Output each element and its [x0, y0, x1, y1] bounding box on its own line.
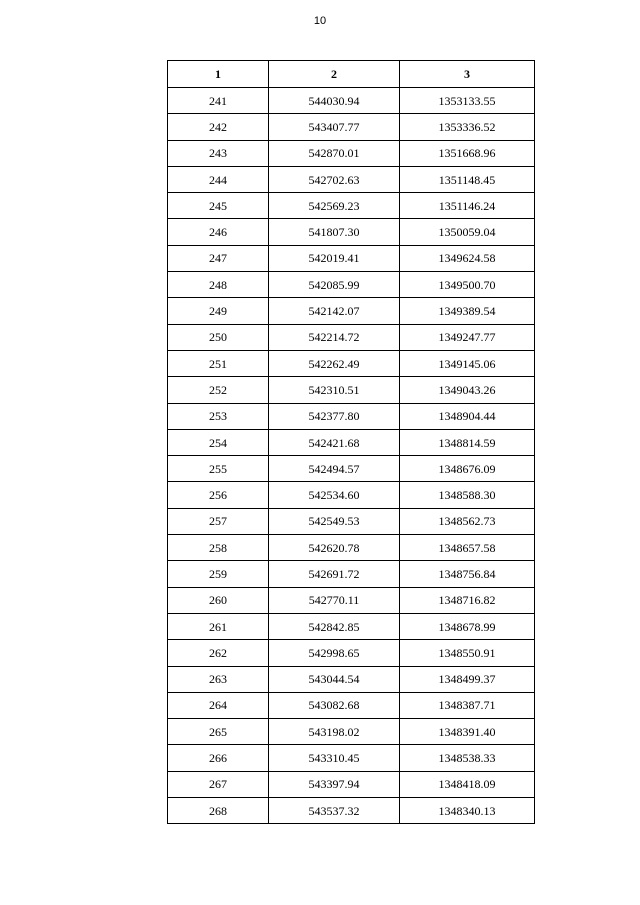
table-header-row [168, 61, 535, 88]
y-coordinate-cell: 1348756.84 [400, 561, 535, 587]
table-row [168, 88, 535, 114]
point-number-cell: 242 [168, 114, 269, 140]
point-number-cell: 248 [168, 272, 269, 298]
y-coordinate-cell: 1348676.09 [400, 456, 535, 482]
y-coordinate-cell: 1349145.06 [400, 350, 535, 376]
x-coordinate-cell: 542310.51 [269, 377, 400, 403]
point-number-cell: 245 [168, 193, 269, 219]
point-number-cell: 260 [168, 587, 269, 613]
x-coordinate-cell: 543310.45 [269, 745, 400, 771]
y-coordinate-cell: 1349247.77 [400, 324, 535, 350]
table-row [168, 482, 535, 508]
point-number-cell: 247 [168, 245, 269, 271]
y-coordinate-cell: 1348550.91 [400, 640, 535, 666]
x-coordinate-cell: 544030.94 [269, 88, 400, 114]
table-row [168, 272, 535, 298]
x-coordinate-cell: 542142.07 [269, 298, 400, 324]
table-row [168, 771, 535, 797]
y-coordinate-cell: 1348538.33 [400, 745, 535, 771]
x-coordinate-cell: 542214.72 [269, 324, 400, 350]
table-row [168, 666, 535, 692]
x-coordinate-cell: 542494.57 [269, 456, 400, 482]
point-number-cell: 250 [168, 324, 269, 350]
table-row [168, 377, 535, 403]
point-number-cell: 263 [168, 666, 269, 692]
table-row [168, 587, 535, 613]
point-number-cell: 254 [168, 429, 269, 455]
x-coordinate-cell: 542421.68 [269, 429, 400, 455]
x-coordinate-cell: 543407.77 [269, 114, 400, 140]
point-number-cell: 258 [168, 535, 269, 561]
y-coordinate-cell: 1348340.13 [400, 798, 535, 824]
x-coordinate-cell: 542377.80 [269, 403, 400, 429]
table-row [168, 193, 535, 219]
point-number-cell: 246 [168, 219, 269, 245]
point-number-cell: 241 [168, 88, 269, 114]
point-number-cell: 253 [168, 403, 269, 429]
table-row [168, 692, 535, 718]
y-coordinate-cell: 1353336.52 [400, 114, 535, 140]
table-row [168, 429, 535, 455]
y-coordinate-cell: 1348678.99 [400, 613, 535, 639]
table-body [168, 88, 535, 824]
point-number-cell: 265 [168, 719, 269, 745]
y-coordinate-cell: 1348657.58 [400, 535, 535, 561]
y-coordinate-cell: 1348562.73 [400, 508, 535, 534]
column-header-1: 1 [168, 61, 269, 88]
y-coordinate-cell: 1348588.30 [400, 482, 535, 508]
point-number-cell: 244 [168, 166, 269, 192]
table-row [168, 140, 535, 166]
table-row [168, 535, 535, 561]
table-row [168, 745, 535, 771]
column-header-2: 2 [269, 61, 400, 88]
x-coordinate-cell: 542019.41 [269, 245, 400, 271]
x-coordinate-cell: 543537.32 [269, 798, 400, 824]
point-number-cell: 268 [168, 798, 269, 824]
point-number-cell: 251 [168, 350, 269, 376]
table-row [168, 456, 535, 482]
page-number: 10 [313, 15, 327, 27]
x-coordinate-cell: 542549.53 [269, 508, 400, 534]
point-number-cell: 259 [168, 561, 269, 587]
y-coordinate-cell: 1349389.54 [400, 298, 535, 324]
table-row [168, 719, 535, 745]
point-number-cell: 255 [168, 456, 269, 482]
table-row [168, 403, 535, 429]
x-coordinate-cell: 542620.78 [269, 535, 400, 561]
y-coordinate-cell: 1348387.71 [400, 692, 535, 718]
table-row [168, 350, 535, 376]
x-coordinate-cell: 543044.54 [269, 666, 400, 692]
table-row [168, 166, 535, 192]
coordinates-table [167, 60, 535, 824]
x-coordinate-cell: 542569.23 [269, 193, 400, 219]
y-coordinate-cell: 1348904.44 [400, 403, 535, 429]
y-coordinate-cell: 1351668.96 [400, 140, 535, 166]
table-row [168, 298, 535, 324]
table-row [168, 245, 535, 271]
column-header-3: 3 [400, 61, 535, 88]
x-coordinate-cell: 543082.68 [269, 692, 400, 718]
table-row [168, 561, 535, 587]
x-coordinate-cell: 542691.72 [269, 561, 400, 587]
y-coordinate-cell: 1348499.37 [400, 666, 535, 692]
y-coordinate-cell: 1348814.59 [400, 429, 535, 455]
x-coordinate-cell: 542262.49 [269, 350, 400, 376]
y-coordinate-cell: 1349043.26 [400, 377, 535, 403]
x-coordinate-cell: 542770.11 [269, 587, 400, 613]
point-number-cell: 262 [168, 640, 269, 666]
x-coordinate-cell: 542534.60 [269, 482, 400, 508]
point-number-cell: 243 [168, 140, 269, 166]
point-number-cell: 249 [168, 298, 269, 324]
y-coordinate-cell: 1353133.55 [400, 88, 535, 114]
x-coordinate-cell: 542998.65 [269, 640, 400, 666]
x-coordinate-cell: 543397.94 [269, 771, 400, 797]
y-coordinate-cell: 1349624.58 [400, 245, 535, 271]
table-row [168, 324, 535, 350]
x-coordinate-cell: 542870.01 [269, 140, 400, 166]
x-coordinate-cell: 542702.63 [269, 166, 400, 192]
x-coordinate-cell: 543198.02 [269, 719, 400, 745]
point-number-cell: 257 [168, 508, 269, 534]
y-coordinate-cell: 1351146.24 [400, 193, 535, 219]
x-coordinate-cell: 541807.30 [269, 219, 400, 245]
table-row [168, 114, 535, 140]
y-coordinate-cell: 1348716.82 [400, 587, 535, 613]
point-number-cell: 267 [168, 771, 269, 797]
table-row [168, 798, 535, 824]
table-row [168, 508, 535, 534]
point-number-cell: 264 [168, 692, 269, 718]
x-coordinate-cell: 542842.85 [269, 613, 400, 639]
y-coordinate-cell: 1350059.04 [400, 219, 535, 245]
point-number-cell: 252 [168, 377, 269, 403]
y-coordinate-cell: 1349500.70 [400, 272, 535, 298]
y-coordinate-cell: 1351148.45 [400, 166, 535, 192]
x-coordinate-cell: 542085.99 [269, 272, 400, 298]
point-number-cell: 266 [168, 745, 269, 771]
table-row [168, 613, 535, 639]
y-coordinate-cell: 1348391.40 [400, 719, 535, 745]
y-coordinate-cell: 1348418.09 [400, 771, 535, 797]
point-number-cell: 256 [168, 482, 269, 508]
point-number-cell: 261 [168, 613, 269, 639]
table-row [168, 219, 535, 245]
table-row [168, 640, 535, 666]
